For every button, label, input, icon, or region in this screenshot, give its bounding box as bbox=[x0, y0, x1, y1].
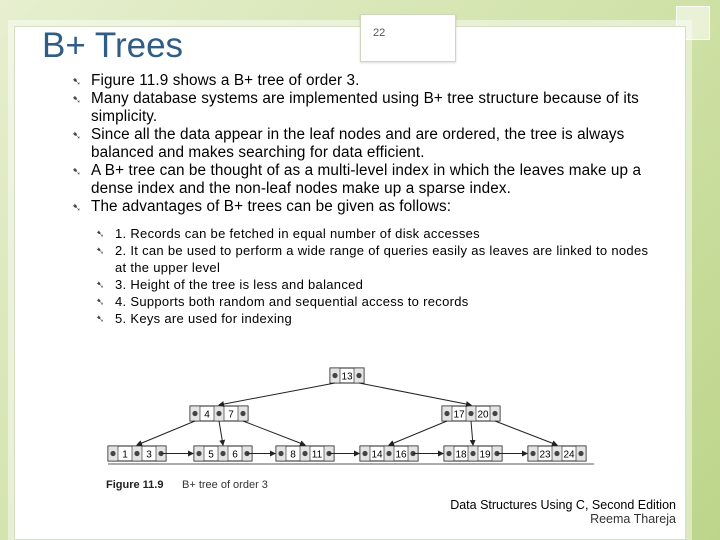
tree-key: 8 bbox=[290, 449, 296, 461]
tree-internal-node bbox=[442, 406, 500, 421]
figure-label: Figure 11.9 bbox=[106, 479, 164, 491]
bullet-item bbox=[72, 72, 672, 90]
arrow-bullet-icon: ➷ bbox=[72, 165, 82, 178]
tree-key: 14 bbox=[371, 449, 383, 461]
tree-key: 7 bbox=[228, 409, 234, 421]
tree-root-node bbox=[330, 368, 364, 383]
sub-bullet-item bbox=[96, 293, 656, 310]
arrow-bullet-icon: ➷ bbox=[72, 129, 82, 142]
tree-key: 23 bbox=[539, 449, 551, 461]
sub-bullet-item bbox=[96, 310, 656, 327]
tree-leaf-node bbox=[276, 446, 334, 461]
bullet-item bbox=[72, 198, 672, 216]
credit-author: Reema Thareja bbox=[590, 512, 676, 526]
sub-bullet-list bbox=[96, 225, 656, 327]
bullet-text: Figure 11.9 shows a B+ tree of order 3. bbox=[91, 72, 360, 89]
tree-key: 19 bbox=[479, 449, 491, 461]
bullet-text: Since all the data appear in the leaf nodes and are ordered, the tree is always balanced and makes searching for data efficient. bbox=[91, 126, 625, 161]
sub-bullet-text: 1. Records can be fetched in equal number of disk accesses bbox=[115, 226, 480, 241]
sub-bullet-text: 2. It can be used to perform a wide range of queries easily as leaves are linked to nodes at the upper level bbox=[115, 243, 649, 275]
sub-bullet-text: 3. Height of the tree is less and balanced bbox=[115, 277, 364, 292]
page-number-tab bbox=[360, 14, 456, 62]
tree-key: 17 bbox=[453, 409, 465, 421]
tree-key: 11 bbox=[311, 449, 323, 461]
credit-book: Data Structures Using C, Second Edition bbox=[450, 498, 676, 512]
bplus-tree-figure bbox=[104, 364, 604, 494]
arrow-bullet-icon: ➷ bbox=[96, 297, 105, 308]
arrow-bullet-icon: ➷ bbox=[96, 246, 105, 257]
bullet-text: Many database systems are implemented using B+ tree structure because of its simplicity. bbox=[91, 90, 639, 125]
credit-block bbox=[450, 498, 676, 526]
tree-leaf-node bbox=[360, 446, 418, 461]
tree-key: 13 bbox=[341, 371, 353, 383]
bullet-item bbox=[72, 90, 672, 126]
bullet-item bbox=[72, 126, 672, 162]
figure-caption: B+ tree of order 3 bbox=[182, 479, 268, 491]
tree-leaf-node bbox=[108, 446, 166, 461]
tree-key: 1 bbox=[122, 449, 128, 461]
tree-key: 6 bbox=[232, 449, 238, 461]
tree-leaf-node bbox=[444, 446, 502, 461]
arrow-bullet-icon: ➷ bbox=[72, 93, 82, 106]
bullet-item bbox=[72, 162, 672, 198]
arrow-bullet-icon: ➷ bbox=[72, 201, 82, 214]
arrow-bullet-icon: ➷ bbox=[96, 314, 105, 325]
sub-bullet-item bbox=[96, 276, 656, 293]
tree-key: 20 bbox=[477, 409, 489, 421]
arrow-bullet-icon: ➷ bbox=[72, 75, 82, 88]
tree-leaf-node bbox=[194, 446, 252, 461]
page-number: 22 bbox=[373, 27, 386, 39]
arrow-bullet-icon: ➷ bbox=[96, 280, 105, 291]
tree-internal-node bbox=[190, 406, 248, 421]
sub-bullet-item bbox=[96, 225, 656, 242]
tree-key: 18 bbox=[455, 449, 467, 461]
tree-leaf-node bbox=[528, 446, 586, 461]
arrow-bullet-icon: ➷ bbox=[96, 229, 105, 240]
tree-key: 5 bbox=[208, 449, 214, 461]
bullet-text: A B+ tree can be thought of as a multi-level index in which the leaves make up a dense index and the non-leaf nodes make up a sparse index. bbox=[91, 162, 642, 197]
tree-key: 16 bbox=[395, 449, 407, 461]
sub-bullet-text: 5. Keys are used for indexing bbox=[115, 311, 293, 326]
tree-key: 3 bbox=[146, 449, 152, 461]
tree-key: 4 bbox=[204, 409, 210, 421]
bullet-list bbox=[72, 72, 672, 216]
sub-bullet-text: 4. Supports both random and sequential access to records bbox=[115, 294, 469, 309]
sub-bullet-item bbox=[96, 242, 656, 276]
slide-title: B+ Trees bbox=[42, 26, 184, 65]
tree-key: 24 bbox=[563, 449, 575, 461]
bullet-text: The advantages of B+ trees can be given as follows: bbox=[91, 198, 452, 215]
